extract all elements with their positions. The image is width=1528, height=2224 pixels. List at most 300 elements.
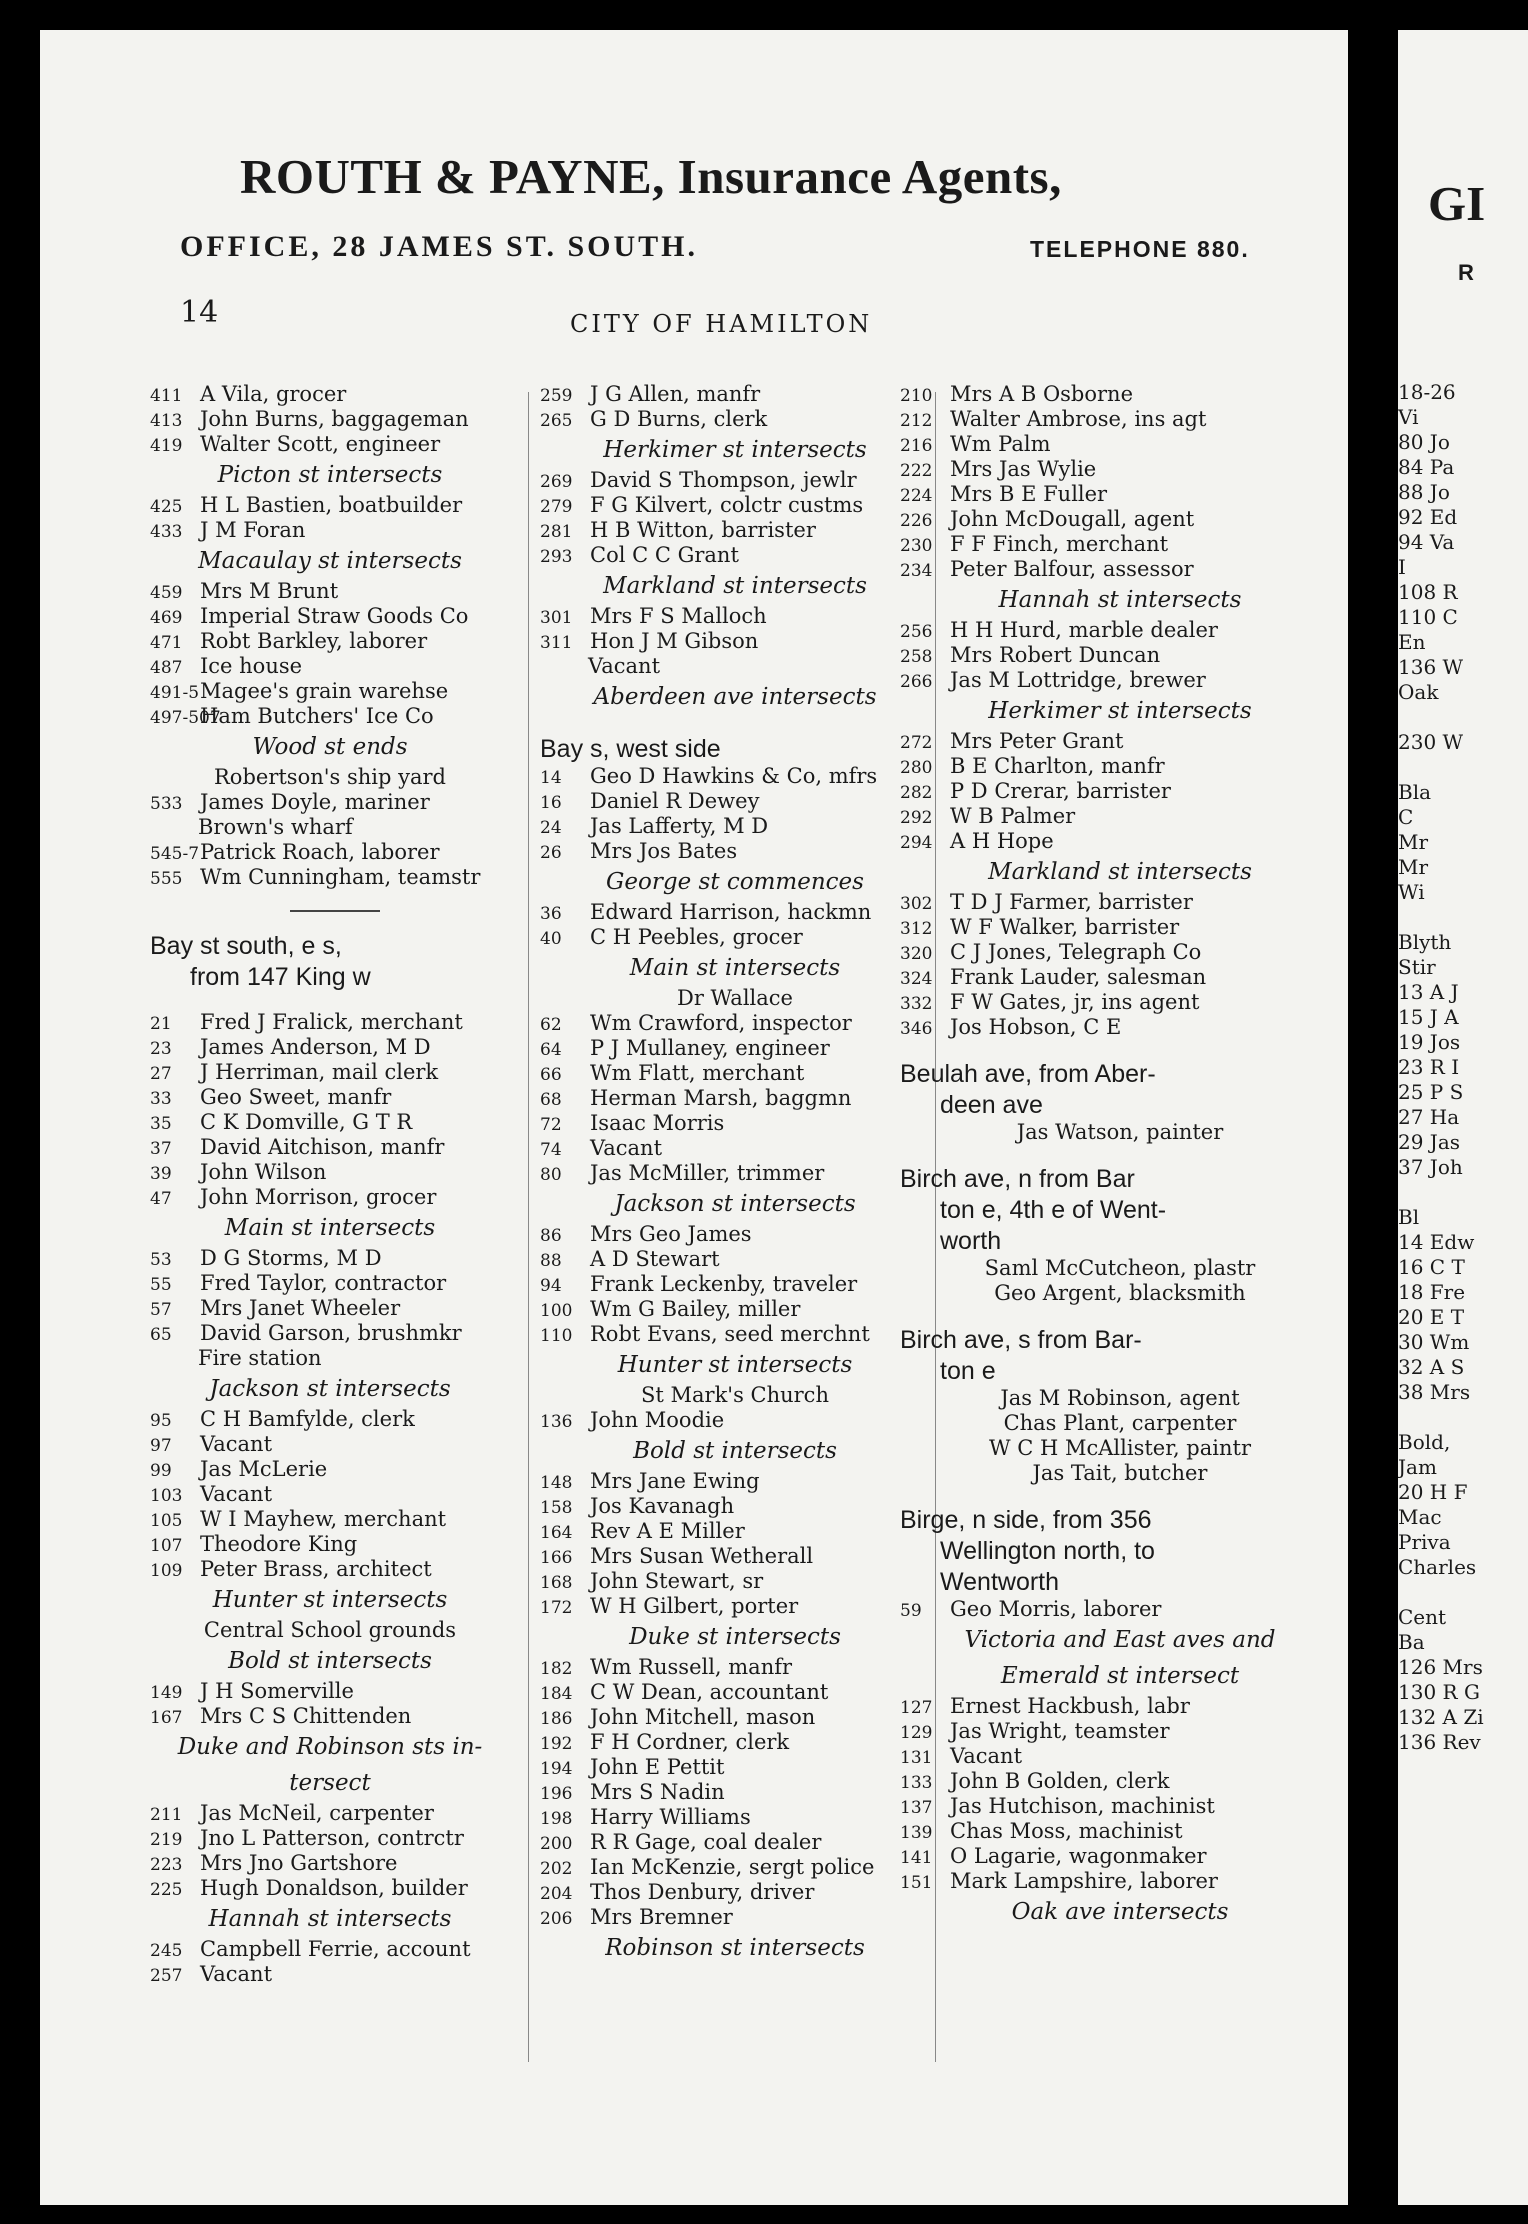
listing-entry: Jas M Robinson, agent [1000,1386,1240,1410]
house-number: 24 [540,818,562,838]
house-number: 39 [150,1164,172,1184]
resident-name: P J Mullaney, engineer [590,1036,830,1060]
next-page-line: Wi [1398,880,1425,904]
ad-title: ROUTH & PAYNE, Insurance Agents, [240,149,1062,204]
house-number: 545-7 [150,844,200,864]
house-number: 66 [540,1065,562,1085]
house-number: 57 [150,1300,172,1320]
listing-entry [150,704,510,729]
listing-entry [900,1769,1340,1794]
street-note: Herkimer st intersects [603,437,867,463]
resident-name: W B Palmer [950,804,1076,828]
house-number: 27 [150,1064,172,1084]
house-number: 301 [540,608,573,628]
street-note: Hunter st intersects [617,1352,853,1378]
next-page-line: 29 Jas [1398,1130,1461,1154]
street-heading: ton e [940,1357,996,1385]
resident-name: Walter Ambrose, ins agt [950,407,1207,431]
resident-name: Mrs S Nadin [590,1780,725,1804]
next-page-line: Cent [1398,1605,1447,1629]
next-page-line: 230 W [1398,730,1464,754]
house-number: 555 [150,869,183,889]
resident-name: C J Jones, Telegraph Co [950,940,1202,964]
street-note: Victoria and East aves and [964,1627,1276,1653]
next-page-line: Ba [1398,1630,1425,1654]
resident-name: W F Walker, barrister [950,915,1180,939]
house-number: 97 [150,1436,172,1456]
next-page-line: 27 Ha [1398,1105,1460,1129]
resident-name: John Wilson [200,1160,327,1184]
resident-name: Robt Evans, seed merchnt [590,1322,870,1346]
house-number: 21 [150,1014,172,1034]
listing-entry [150,1010,510,1035]
resident-name: James Doyle, mariner [200,790,430,814]
listing-entry [150,1110,510,1135]
listing-entry [900,432,1340,457]
resident-name: Vacant [590,1136,663,1160]
house-number: 40 [540,929,562,949]
next-page-line: Priva [1398,1530,1451,1554]
column-1 [150,382,510,1987]
listing-entry [540,1061,930,1086]
street-heading: worth [940,1227,1002,1255]
listing-entry [900,1869,1340,1894]
street-heading: deen ave [940,1091,1043,1119]
resident-name: W H Gilbert, porter [590,1594,799,1618]
listing-entry [900,457,1340,482]
listing-entry [900,532,1340,557]
section-rule [150,890,510,930]
resident-name: Jas Wright, teamster [950,1719,1170,1743]
next-page-edge [1398,30,1528,2205]
listing-entry [150,654,510,679]
house-number: 200 [540,1834,573,1854]
next-page-line: Jam [1398,1455,1437,1479]
house-number: 148 [540,1473,573,1493]
listing-entry [150,1482,510,1507]
house-number: 245 [150,1941,183,1961]
resident-name: Herman Marsh, baggmn [590,1086,852,1110]
listing-entry: Brown's wharf [198,815,353,839]
listing-entry [150,518,510,543]
listing-entry [540,1011,930,1036]
next-page-line: 37 Joh [1398,1155,1463,1179]
house-number: 99 [150,1461,172,1481]
next-page-line: Charles [1398,1555,1477,1579]
resident-name: Mrs F S Malloch [590,604,767,628]
house-number: 88 [540,1251,562,1271]
house-number: 53 [150,1250,172,1270]
next-page-line: 13 A J [1398,980,1459,1004]
street-note: Macaulay st intersects [198,548,462,574]
resident-name: Robt Barkley, laborer [200,629,428,653]
next-page-line: Stir [1398,955,1436,979]
street-note: Robinson st intersects [605,1935,865,1961]
resident-name: John Moodie [590,1408,725,1432]
listing-entry [150,629,510,654]
street-note: Hannah st intersects [208,1906,452,1932]
resident-name: A D Stewart [590,1247,720,1271]
street-note: Markland st intersects [988,859,1252,885]
house-number: 109 [150,1561,183,1581]
next-page-line: I [1398,555,1406,579]
house-number: 68 [540,1090,562,1110]
street-note: Hannah st intersects [998,587,1242,613]
listing-entry [540,1805,930,1830]
next-page-line: 110 C [1398,605,1458,629]
house-number: 133 [900,1773,933,1793]
resident-name: Mrs M Brunt [200,579,339,603]
resident-name: Geo Sweet, manfr [200,1085,392,1109]
resident-name: Wm Cunningham, teamstr [200,865,481,889]
street-note: Duke st intersects [629,1624,841,1650]
resident-name: C W Dean, accountant [590,1680,829,1704]
listing-entry [540,468,930,493]
house-number: 266 [900,672,933,692]
street-note: Aberdeen ave intersects [593,684,877,710]
listing-entry [900,1015,1340,1040]
listing-entry: St Mark's Church [641,1383,829,1407]
resident-name: Mrs A B Osborne [950,382,1134,406]
listing-entry [150,1801,510,1826]
listing-entry [540,1086,930,1111]
resident-name: John Mitchell, mason [590,1705,816,1729]
listing-entry: Geo Argent, blacksmith [994,1281,1246,1305]
house-number: 72 [540,1115,562,1135]
resident-name: Thos Denbury, driver [590,1880,815,1904]
listing-entry [540,1780,930,1805]
listing-entry [540,1272,930,1297]
next-page-line: Vi [1398,405,1419,429]
next-page-line: 32 A S [1398,1355,1465,1379]
resident-name: Col C C Grant [590,543,739,567]
listing-entry [540,789,930,814]
resident-name: D G Storms, M D [200,1246,382,1270]
listing-entry [900,643,1340,668]
resident-name: Isaac Morris [590,1111,725,1135]
house-number: 293 [540,547,573,567]
listing-entry [150,1937,510,1962]
street-note: Jackson st intersects [209,1376,451,1402]
house-number: 433 [150,522,183,542]
house-number: 294 [900,833,933,853]
listing-entry: Fire station [198,1346,322,1370]
resident-name: G D Burns, clerk [590,407,768,431]
house-number: 312 [900,919,933,939]
next-page-line [1398,1180,1484,1205]
listing-entry [150,1035,510,1060]
resident-name: Walter Scott, engineer [200,432,441,456]
listing-entry [540,1222,930,1247]
house-number: 110 [540,1326,573,1346]
house-number: 164 [540,1523,573,1543]
resident-name: Chas Moss, machinist [950,1819,1183,1843]
resident-name: A H Hope [950,829,1054,853]
resident-name: Hugh Donaldson, builder [200,1876,468,1900]
listing-entry [540,407,930,432]
next-page-ad-sub: R [1458,260,1474,285]
listing-entry [150,1507,510,1532]
house-number: 204 [540,1884,573,1904]
listing-entry [540,1569,930,1594]
listing-entry [150,579,510,604]
house-number: 192 [540,1734,573,1754]
street-heading: Bay st south, e s, [150,932,342,960]
next-page-line: 18-26 [1398,380,1456,404]
street-note: tersect [289,1770,371,1796]
house-number: 55 [150,1275,172,1295]
next-page-line: Bl [1398,1205,1420,1229]
listing-entry [540,1544,930,1569]
listing-entry [540,1247,930,1272]
listing-entry [900,779,1340,804]
next-page-line: Mr [1398,830,1429,854]
next-page-line: 30 Wm [1398,1330,1470,1354]
next-page-entries [1398,380,1484,1755]
listing-entry: Jas Tait, butcher [1032,1461,1208,1485]
house-number: 320 [900,944,933,964]
resident-name: F W Gates, jr, ins agent [950,990,1200,1014]
street-heading: Bay s, west side [540,735,721,763]
listing-entry [150,432,510,457]
resident-name: H B Witton, barrister [590,518,816,542]
house-number: 129 [900,1723,933,1743]
resident-name: A Vila, grocer [200,382,347,406]
resident-name: John McDougall, agent [950,507,1195,531]
house-number: 80 [540,1165,562,1185]
listing-entry: Jas Watson, painter [1016,1120,1224,1144]
house-number: 281 [540,522,573,542]
house-number: 259 [540,386,573,406]
listing-entry [540,493,930,518]
spacer [900,1040,1340,1058]
street-note: George st commences [606,869,864,895]
listing-entry [150,1271,510,1296]
house-number: 210 [900,386,933,406]
listing-entry [540,1494,930,1519]
house-number: 497-507 [150,708,221,728]
resident-name: Hon J M Gibson [590,629,759,653]
resident-name: James Anderson, M D [200,1035,431,1059]
resident-name: Jas McNeil, carpenter [200,1801,434,1825]
next-page-line: 88 Jo [1398,480,1450,504]
house-number: 151 [900,1873,933,1893]
listing-entry [900,940,1340,965]
house-number: 230 [900,536,933,556]
street-heading: Wentworth [940,1568,1060,1596]
resident-name: Peter Brass, architect [200,1557,432,1581]
resident-name: O Lagarie, wagonmaker [950,1844,1207,1868]
resident-name: Jas Hutchison, machinist [950,1794,1215,1818]
street-note: Emerald st intersect [1000,1663,1240,1689]
resident-name: Jas M Lottridge, brewer [950,668,1206,692]
listing-entry [150,1407,510,1432]
listing-entry [540,1111,930,1136]
street-note: Markland st intersects [603,573,867,599]
column-divider [528,392,529,2062]
next-page-line: Mr [1398,855,1429,879]
next-page-line: 80 Jo [1398,430,1450,454]
house-number: 168 [540,1573,573,1593]
listing-entry [150,1962,510,1987]
listing-entry [540,1322,930,1347]
street-heading: Birch ave, s from Bar- [900,1326,1142,1354]
resident-name: Ice house [200,654,303,678]
resident-name: J M Foran [200,518,306,542]
next-page-ad: GI [1428,176,1486,231]
listing-entry [900,507,1340,532]
listing-entry [540,1519,930,1544]
listing-entry [900,1744,1340,1769]
resident-name: David S Thompson, jewlr [590,468,857,492]
house-number: 149 [150,1683,183,1703]
resident-name: H H Hurd, marble dealer [950,618,1218,642]
listing-entry: Robertson's ship yard [214,765,446,789]
house-number: 225 [150,1880,183,1900]
resident-name: F H Cordner, clerk [590,1730,790,1754]
house-number: 137 [900,1798,933,1818]
resident-name: F F Finch, merchant [950,532,1169,556]
spacer [150,992,510,1010]
house-number: 211 [150,1805,183,1825]
listing-entry [540,518,930,543]
street-heading: from 147 King w [190,963,371,991]
next-page-line: C [1398,805,1414,829]
resident-name: Mrs Jas Wylie [950,457,1097,481]
listing-entry [540,839,930,864]
house-number: 186 [540,1709,573,1729]
listing-entry [900,407,1340,432]
house-number: 324 [900,969,933,989]
resident-name: W I Mayhew, merchant [200,1507,447,1531]
resident-name: John Stewart, sr [590,1569,764,1593]
next-page-line: 23 R I [1398,1055,1460,1079]
resident-name: J H Somerville [200,1679,354,1703]
next-page-line: 136 Rev [1398,1730,1481,1754]
listing-entry [900,1819,1340,1844]
house-number: 459 [150,583,183,603]
listing-entry [900,482,1340,507]
resident-name: T D J Farmer, barrister [950,890,1193,914]
next-page-line: 18 Fre [1398,1280,1466,1304]
house-number: 257 [150,1966,183,1986]
street-note: Herkimer st intersects [988,698,1252,724]
resident-name: Jas Lafferty, M D [590,814,769,838]
listing-entry [150,493,510,518]
resident-name: Jno L Patterson, contrctr [200,1826,464,1850]
house-number: 141 [900,1848,933,1868]
next-page-line [1398,1405,1484,1430]
house-number: 272 [900,733,933,753]
listing-entry [150,1135,510,1160]
next-page-line: 94 Va [1398,530,1455,554]
listing-entry [540,925,930,950]
listing-entry [150,679,510,704]
listing-entry [900,990,1340,1015]
listing-entry [150,382,510,407]
next-page-line: 92 Ed [1398,505,1458,529]
street-heading: ton e, 4th e of Went- [940,1196,1167,1224]
next-page-line: 14 Edw [1398,1230,1475,1254]
house-number: 86 [540,1226,562,1246]
house-number: 36 [540,904,562,924]
page-number: 14 [180,295,219,330]
listing-entry [150,1060,510,1085]
listing-entry: W C H McAllister, paintr [989,1436,1251,1460]
next-page-line: Mac [1398,1505,1442,1529]
listing-entry [540,1755,930,1780]
house-number: 16 [540,793,562,813]
street-note: Jackson st intersects [614,1191,856,1217]
house-number: 35 [150,1114,172,1134]
listing-entry [150,1679,510,1704]
house-number: 411 [150,386,183,406]
resident-name: Jas McLerie [200,1457,328,1481]
house-number: 226 [900,511,933,531]
listing-entry [150,1246,510,1271]
house-number: 105 [150,1511,183,1531]
listing-entry [540,1655,930,1680]
listing-entry [540,1408,930,1433]
next-page-line [1398,755,1484,780]
listing-entry [900,804,1340,829]
house-number: 332 [900,994,933,1014]
listing-entry [540,1161,930,1186]
next-page-line: 19 Jos [1398,1030,1461,1054]
house-number: 127 [900,1698,933,1718]
house-number: 47 [150,1189,172,1209]
resident-name: David Aitchison, manfr [200,1135,445,1159]
house-number: 65 [150,1325,172,1345]
street-note: Bold st intersects [633,1438,837,1464]
listing-entry [540,1705,930,1730]
house-number: 37 [150,1139,172,1159]
listing-entry: Vacant [588,654,661,678]
next-page-line: 38 Mrs [1398,1380,1471,1404]
column-2 [540,382,930,1966]
house-number: 26 [540,843,562,863]
listing-entry [540,900,930,925]
resident-name: Magee's grain warehse [200,679,449,703]
resident-name: Mrs Geo James [590,1222,752,1246]
house-number: 14 [540,768,562,788]
house-number: 256 [900,622,933,642]
listing-entry [900,557,1340,582]
spacer [900,1145,1340,1163]
next-page-line: 130 R G [1398,1680,1480,1704]
next-page-line: Oak [1398,680,1439,704]
resident-name: Mrs Peter Grant [950,729,1124,753]
listing-entry [540,1136,930,1161]
house-number: 139 [900,1823,933,1843]
house-number: 346 [900,1019,933,1039]
listing-entry [540,1880,930,1905]
resident-name: Imperial Straw Goods Co [200,604,469,628]
house-number: 100 [540,1301,573,1321]
house-number: 234 [900,561,933,581]
resident-name: Mrs Janet Wheeler [200,1296,401,1320]
house-number: 269 [540,472,573,492]
house-number: 279 [540,497,573,517]
next-page-line: 20 E T [1398,1305,1465,1329]
resident-name: Edward Harrison, hackmn [590,900,872,924]
next-page-line: Bold, [1398,1430,1451,1454]
house-number: 265 [540,411,573,431]
house-number: 107 [150,1536,183,1556]
resident-name: Mrs Jno Gartshore [200,1851,398,1875]
listing-entry [150,407,510,432]
resident-name: David Garson, brushmkr [200,1321,462,1345]
